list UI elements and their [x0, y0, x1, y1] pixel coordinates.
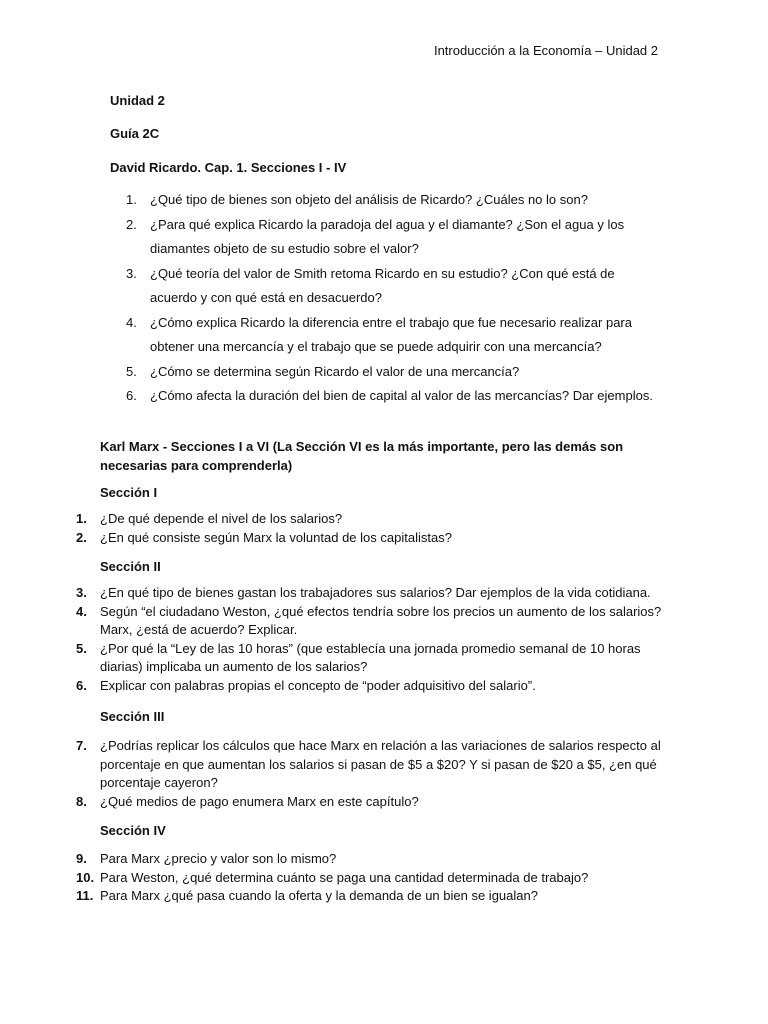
list-item: 3. ¿Qué teoría del valor de Smith retoma Ricardo en su estudio? ¿Con qué está de acuerdo y con qué está en desacuerdo?: [126, 265, 615, 305]
list-item: 1. ¿De qué depende el nivel de los salarios?: [76, 511, 343, 526]
page-header: Introducción a la Economía – Unidad 2: [433, 43, 658, 58]
ricardo-section-title: David Ricardo. Cap. 1. Secciones I - IV: [110, 160, 347, 175]
list-item: 9. Para Marx ¿precio y valor son lo mismo?: [76, 851, 337, 866]
marx-subsection-title: Sección IV: [100, 823, 166, 838]
marx-section-1: [70, 510, 670, 547]
marx-question-list: [70, 510, 670, 547]
list-item: 6. ¿Cómo afecta la duración del bien de capital al valor de las mercancías? Dar ejemplos.: [126, 388, 653, 403]
marx-section-2: [70, 584, 670, 695]
marx-subsection-title: Sección III: [100, 709, 165, 724]
list-item: 1. ¿Qué tipo de bienes son objeto del análisis de Ricardo? ¿Cuáles no lo son?: [126, 192, 588, 207]
list-item: 11. Para Marx ¿qué pasa cuando la oferta y la demanda de un bien se igualan?: [76, 888, 538, 903]
list-item: 2. ¿Para qué explica Ricardo la paradoja del agua y el diamante? ¿Son el agua y los diamantes objeto de su estudio sobre el valor?: [126, 216, 625, 256]
guide-title: Guía 2C: [110, 126, 160, 141]
marx-subsection-title: Sección I: [100, 485, 158, 500]
unit-title: Unidad 2: [110, 93, 165, 108]
list-item: 3. ¿En qué tipo de bienes gastan los trabajadores sus salarios? Dar ejemplos de la vida cotidiana.: [76, 585, 651, 600]
ricardo-question-list: [120, 188, 665, 409]
marx-question-list: [70, 737, 670, 811]
list-item: 4. ¿Cómo explica Ricardo la diferencia entre el trabajo que fue necesario realizar para obtener una mercancía y el trabajo que se puede adquirir con una mercancía?: [126, 314, 632, 354]
list-item: 10. Para Weston, ¿qué determina cuánto se paga una cantidad determinada de trabajo?: [76, 869, 589, 885]
list-item: 5. ¿Cómo se determina según Ricardo el valor de una mercancía?: [126, 363, 520, 379]
list-item: 4. Según “el ciudadano Weston, ¿qué efectos tendría sobre los precios un aumento de los salarios? Marx, ¿está de acuerdo? Explicar.: [76, 603, 662, 637]
marx-subsection-title: Sección II: [100, 559, 161, 574]
list-item: 2. ¿En qué consiste según Marx la voluntad de los capitalistas?: [76, 529, 452, 545]
list-item: 7. ¿Podrías replicar los cálculos que hace Marx en relación a las variaciones de salarios respecto al porcentaje en que aumentan los salarios si pasan de $5 a $20? Y si pasan de $20 a $5, ¿en qué porcentaje cayeron?: [76, 738, 661, 790]
marx-section-4: [70, 850, 670, 906]
marx-section-title: Karl Marx - Secciones I a VI (La Sección VI es la más importante, pero las demás son necesarias para comprenderla): [100, 439, 624, 473]
list-item: 8. ¿Qué medios de pago enumera Marx en este capítulo?: [76, 793, 419, 809]
list-item: 5. ¿Por qué la “Ley de las 10 horas” (que establecía una jornada promedio semanal de 10 horas diarias) implicaba un aumento de los salarios?: [76, 640, 641, 674]
marx-question-list: [70, 850, 670, 906]
list-item: 6. Explicar con palabras propias el concepto de “poder adquisitivo del salario”.: [76, 677, 536, 693]
marx-section-3: [70, 737, 670, 811]
marx-question-list: [70, 584, 670, 695]
